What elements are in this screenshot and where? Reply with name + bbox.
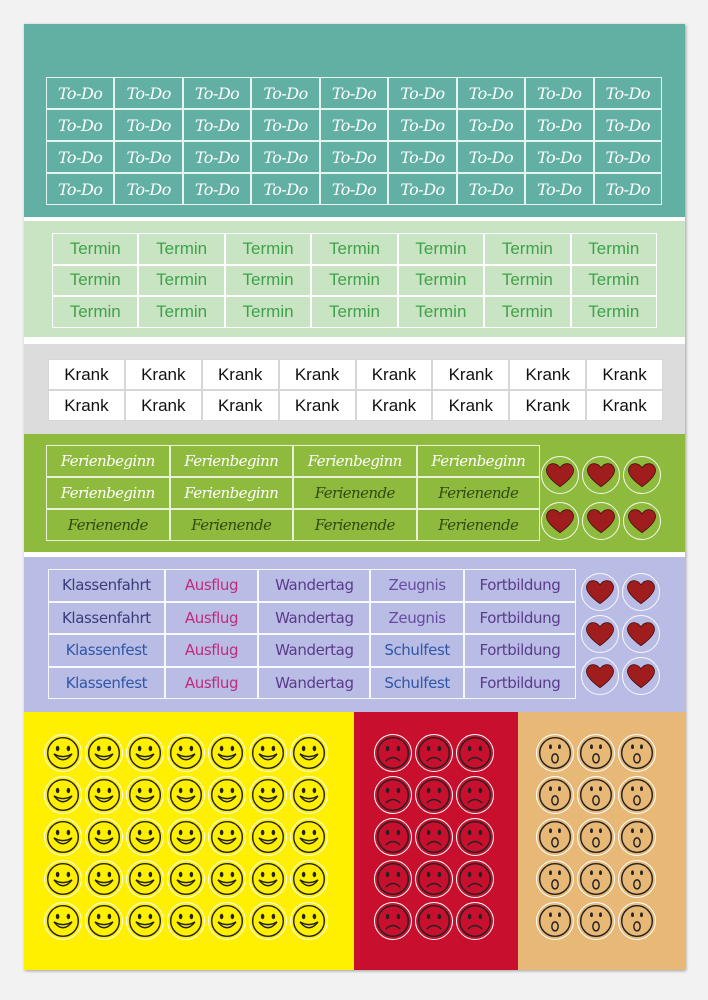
heart-icon bbox=[623, 456, 661, 494]
surprised-smiley-icon bbox=[577, 776, 615, 814]
heart-icon bbox=[622, 657, 660, 695]
termin-termin-sticker: Termin bbox=[311, 265, 397, 297]
krank-krank-sticker: Krank bbox=[202, 390, 279, 421]
krank-krank-sticker: Krank bbox=[356, 359, 433, 390]
happy-smiley-icon bbox=[290, 902, 328, 940]
happy-smiley-icon bbox=[85, 902, 123, 940]
todo-to-do-sticker: To-Do bbox=[251, 173, 319, 205]
surprised-smiley-icon bbox=[618, 776, 656, 814]
klassen-schulfest-sticker: Schulfest bbox=[370, 667, 463, 700]
ferien-ferienende-sticker: Ferienende bbox=[417, 509, 541, 541]
todo-to-do-sticker: To-Do bbox=[183, 173, 251, 205]
sad-smiley-icon bbox=[415, 734, 453, 772]
todo-to-do-sticker: To-Do bbox=[46, 141, 114, 173]
todo-to-do-sticker: To-Do bbox=[46, 77, 114, 109]
happy-smiley-icon bbox=[126, 860, 164, 898]
sad-smiley-icon bbox=[374, 818, 412, 856]
todo-to-do-sticker: To-Do bbox=[525, 77, 593, 109]
krank-krank-sticker: Krank bbox=[356, 390, 433, 421]
ferien-ferienbeginn-sticker: Ferienbeginn bbox=[170, 477, 294, 509]
happy-smiley-icon bbox=[167, 860, 205, 898]
sad-smiley-icon bbox=[374, 734, 412, 772]
termin-termin-sticker: Termin bbox=[398, 296, 484, 328]
todo-to-do-sticker: To-Do bbox=[114, 109, 182, 141]
ferien-ferienende-sticker: Ferienende bbox=[293, 509, 417, 541]
termin-termin-sticker: Termin bbox=[225, 233, 311, 265]
sad-smiley-icon bbox=[374, 860, 412, 898]
ferien-band bbox=[24, 434, 685, 552]
ferien-ferienbeginn-sticker: Ferienbeginn bbox=[46, 445, 170, 477]
klassen-sticker-grid bbox=[48, 569, 576, 699]
sad-smiley-icon bbox=[456, 902, 494, 940]
klassen-fortbildung-sticker: Fortbildung bbox=[464, 667, 576, 700]
klassen-ausflug-sticker: Ausflug bbox=[165, 602, 258, 635]
surprised-smiley-icon bbox=[618, 902, 656, 940]
heart-icon bbox=[622, 615, 660, 653]
klassen-wandertag-sticker: Wandertag bbox=[258, 634, 370, 667]
surprised-smiley-icon bbox=[536, 734, 574, 772]
ferien-ferienende-sticker: Ferienende bbox=[417, 477, 541, 509]
klassen-klassenfest-sticker: Klassenfest bbox=[48, 667, 165, 700]
sad-smiley-band bbox=[354, 712, 518, 970]
termin-termin-sticker: Termin bbox=[311, 233, 397, 265]
surprised-smiley-icon bbox=[536, 902, 574, 940]
termin-termin-sticker: Termin bbox=[225, 265, 311, 297]
krank-krank-sticker: Krank bbox=[48, 359, 125, 390]
klassen-fortbildung-sticker: Fortbildung bbox=[464, 569, 576, 602]
happy-smiley-icon bbox=[44, 860, 82, 898]
sad-smiley-icon bbox=[374, 902, 412, 940]
krank-krank-sticker: Krank bbox=[432, 359, 509, 390]
happy-smiley-icon bbox=[249, 776, 287, 814]
termin-termin-sticker: Termin bbox=[52, 233, 138, 265]
ferien-ferienende-sticker: Ferienende bbox=[293, 477, 417, 509]
heart-icon bbox=[581, 573, 619, 611]
todo-to-do-sticker: To-Do bbox=[525, 173, 593, 205]
ferien-ferienbeginn-sticker: Ferienbeginn bbox=[46, 477, 170, 509]
todo-to-do-sticker: To-Do bbox=[594, 77, 662, 109]
klassen-heart-stickers bbox=[581, 573, 660, 695]
todo-to-do-sticker: To-Do bbox=[183, 77, 251, 109]
sad-smiley-icon bbox=[456, 734, 494, 772]
termin-termin-sticker: Termin bbox=[571, 296, 657, 328]
krank-krank-sticker: Krank bbox=[509, 359, 586, 390]
krank-krank-sticker: Krank bbox=[509, 390, 586, 421]
happy-smiley-icon bbox=[167, 902, 205, 940]
happy-smiley-icon bbox=[167, 776, 205, 814]
happy-smiley-icon bbox=[126, 734, 164, 772]
klassen-wandertag-sticker: Wandertag bbox=[258, 602, 370, 635]
surprised-smiley-band bbox=[518, 712, 685, 970]
klassen-band bbox=[24, 557, 685, 712]
todo-to-do-sticker: To-Do bbox=[457, 141, 525, 173]
todo-to-do-sticker: To-Do bbox=[114, 141, 182, 173]
heart-icon bbox=[541, 456, 579, 494]
termin-termin-sticker: Termin bbox=[52, 296, 138, 328]
surprised-smiley-icon bbox=[577, 902, 615, 940]
heart-icon bbox=[582, 456, 620, 494]
todo-to-do-sticker: To-Do bbox=[525, 141, 593, 173]
happy-smiley-icon bbox=[249, 860, 287, 898]
krank-krank-sticker: Krank bbox=[586, 359, 663, 390]
termin-termin-sticker: Termin bbox=[311, 296, 397, 328]
todo-to-do-sticker: To-Do bbox=[457, 109, 525, 141]
heart-icon bbox=[623, 502, 661, 540]
heart-icon bbox=[581, 615, 619, 653]
heart-icon bbox=[622, 573, 660, 611]
sad-smiley-grid bbox=[374, 734, 494, 940]
happy-smiley-icon bbox=[249, 902, 287, 940]
todo-to-do-sticker: To-Do bbox=[457, 77, 525, 109]
heart-icon bbox=[581, 657, 619, 695]
ferien-ferienende-sticker: Ferienende bbox=[170, 509, 294, 541]
termin-termin-sticker: Termin bbox=[138, 265, 224, 297]
krank-band bbox=[24, 344, 685, 445]
todo-band bbox=[24, 24, 685, 217]
surprised-smiley-icon bbox=[577, 818, 615, 856]
krank-sticker-grid bbox=[48, 359, 663, 421]
happy-smiley-band bbox=[24, 712, 354, 970]
termin-termin-sticker: Termin bbox=[571, 233, 657, 265]
termin-termin-sticker: Termin bbox=[138, 296, 224, 328]
todo-to-do-sticker: To-Do bbox=[388, 77, 456, 109]
surprised-smiley-icon bbox=[536, 818, 574, 856]
klassen-fortbildung-sticker: Fortbildung bbox=[464, 602, 576, 635]
happy-smiley-icon bbox=[208, 860, 246, 898]
krank-krank-sticker: Krank bbox=[279, 390, 356, 421]
todo-to-do-sticker: To-Do bbox=[46, 109, 114, 141]
krank-krank-sticker: Krank bbox=[125, 359, 202, 390]
surprised-smiley-icon bbox=[536, 860, 574, 898]
todo-to-do-sticker: To-Do bbox=[114, 77, 182, 109]
happy-smiley-icon bbox=[290, 734, 328, 772]
termin-termin-sticker: Termin bbox=[484, 233, 570, 265]
sad-smiley-icon bbox=[456, 818, 494, 856]
sad-smiley-icon bbox=[415, 902, 453, 940]
todo-sticker-grid bbox=[46, 77, 662, 205]
krank-krank-sticker: Krank bbox=[202, 359, 279, 390]
surprised-smiley-grid bbox=[536, 734, 656, 940]
klassen-klassenfahrt-sticker: Klassenfahrt bbox=[48, 602, 165, 635]
klassen-fortbildung-sticker: Fortbildung bbox=[464, 634, 576, 667]
klassen-ausflug-sticker: Ausflug bbox=[165, 667, 258, 700]
termin-termin-sticker: Termin bbox=[571, 265, 657, 297]
klassen-ausflug-sticker: Ausflug bbox=[165, 634, 258, 667]
smiley-bands bbox=[24, 712, 685, 970]
happy-smiley-icon bbox=[85, 818, 123, 856]
klassen-zeugnis-sticker: Zeugnis bbox=[370, 569, 463, 602]
happy-smiley-icon bbox=[208, 776, 246, 814]
surprised-smiley-icon bbox=[536, 776, 574, 814]
sad-smiley-icon bbox=[415, 860, 453, 898]
heart-icon bbox=[541, 502, 579, 540]
klassen-schulfest-sticker: Schulfest bbox=[370, 634, 463, 667]
ferien-heart-stickers bbox=[541, 456, 661, 540]
sticker-sheet bbox=[24, 24, 685, 970]
termin-termin-sticker: Termin bbox=[52, 265, 138, 297]
sad-smiley-icon bbox=[374, 776, 412, 814]
happy-smiley-icon bbox=[85, 860, 123, 898]
termin-termin-sticker: Termin bbox=[138, 233, 224, 265]
happy-smiley-icon bbox=[44, 818, 82, 856]
happy-smiley-icon bbox=[167, 734, 205, 772]
happy-smiley-icon bbox=[208, 734, 246, 772]
todo-to-do-sticker: To-Do bbox=[525, 109, 593, 141]
todo-to-do-sticker: To-Do bbox=[320, 141, 388, 173]
todo-to-do-sticker: To-Do bbox=[251, 109, 319, 141]
happy-smiley-icon bbox=[249, 734, 287, 772]
happy-smiley-icon bbox=[290, 860, 328, 898]
klassen-klassenfahrt-sticker: Klassenfahrt bbox=[48, 569, 165, 602]
happy-smiley-icon bbox=[126, 902, 164, 940]
happy-smiley-icon bbox=[126, 818, 164, 856]
todo-to-do-sticker: To-Do bbox=[320, 77, 388, 109]
todo-to-do-sticker: To-Do bbox=[457, 173, 525, 205]
surprised-smiley-icon bbox=[618, 734, 656, 772]
klassen-klassenfest-sticker: Klassenfest bbox=[48, 634, 165, 667]
todo-to-do-sticker: To-Do bbox=[594, 109, 662, 141]
surprised-smiley-icon bbox=[577, 734, 615, 772]
happy-smiley-icon bbox=[249, 818, 287, 856]
termin-termin-sticker: Termin bbox=[484, 265, 570, 297]
sad-smiley-icon bbox=[456, 860, 494, 898]
happy-smiley-icon bbox=[44, 902, 82, 940]
krank-krank-sticker: Krank bbox=[48, 390, 125, 421]
happy-smiley-grid bbox=[44, 734, 328, 940]
surprised-smiley-icon bbox=[618, 860, 656, 898]
klassen-ausflug-sticker: Ausflug bbox=[165, 569, 258, 602]
sad-smiley-icon bbox=[415, 818, 453, 856]
klassen-wandertag-sticker: Wandertag bbox=[258, 667, 370, 700]
termin-band bbox=[24, 221, 685, 337]
krank-krank-sticker: Krank bbox=[125, 390, 202, 421]
happy-smiley-icon bbox=[167, 818, 205, 856]
termin-termin-sticker: Termin bbox=[484, 296, 570, 328]
todo-to-do-sticker: To-Do bbox=[388, 141, 456, 173]
ferien-ferienbeginn-sticker: Ferienbeginn bbox=[170, 445, 294, 477]
surprised-smiley-icon bbox=[577, 860, 615, 898]
surprised-smiley-icon bbox=[618, 818, 656, 856]
todo-to-do-sticker: To-Do bbox=[183, 109, 251, 141]
todo-to-do-sticker: To-Do bbox=[594, 173, 662, 205]
todo-to-do-sticker: To-Do bbox=[320, 173, 388, 205]
ferien-ferienbeginn-sticker: Ferienbeginn bbox=[293, 445, 417, 477]
ferien-ferienbeginn-sticker: Ferienbeginn bbox=[417, 445, 541, 477]
termin-termin-sticker: Termin bbox=[398, 265, 484, 297]
happy-smiley-icon bbox=[290, 776, 328, 814]
termin-sticker-grid bbox=[52, 233, 657, 328]
ferien-sticker-grid bbox=[46, 445, 540, 541]
happy-smiley-icon bbox=[208, 902, 246, 940]
todo-to-do-sticker: To-Do bbox=[251, 77, 319, 109]
todo-to-do-sticker: To-Do bbox=[320, 109, 388, 141]
happy-smiley-icon bbox=[85, 734, 123, 772]
happy-smiley-icon bbox=[44, 734, 82, 772]
krank-krank-sticker: Krank bbox=[432, 390, 509, 421]
todo-to-do-sticker: To-Do bbox=[388, 173, 456, 205]
happy-smiley-icon bbox=[44, 776, 82, 814]
todo-to-do-sticker: To-Do bbox=[388, 109, 456, 141]
krank-krank-sticker: Krank bbox=[279, 359, 356, 390]
todo-to-do-sticker: To-Do bbox=[46, 173, 114, 205]
klassen-zeugnis-sticker: Zeugnis bbox=[370, 602, 463, 635]
heart-icon bbox=[582, 502, 620, 540]
todo-to-do-sticker: To-Do bbox=[594, 141, 662, 173]
krank-krank-sticker: Krank bbox=[586, 390, 663, 421]
todo-to-do-sticker: To-Do bbox=[251, 141, 319, 173]
todo-to-do-sticker: To-Do bbox=[114, 173, 182, 205]
todo-to-do-sticker: To-Do bbox=[183, 141, 251, 173]
sad-smiley-icon bbox=[456, 776, 494, 814]
happy-smiley-icon bbox=[290, 818, 328, 856]
klassen-wandertag-sticker: Wandertag bbox=[258, 569, 370, 602]
ferien-ferienende-sticker: Ferienende bbox=[46, 509, 170, 541]
happy-smiley-icon bbox=[85, 776, 123, 814]
termin-termin-sticker: Termin bbox=[225, 296, 311, 328]
happy-smiley-icon bbox=[126, 776, 164, 814]
happy-smiley-icon bbox=[208, 818, 246, 856]
termin-termin-sticker: Termin bbox=[398, 233, 484, 265]
sad-smiley-icon bbox=[415, 776, 453, 814]
